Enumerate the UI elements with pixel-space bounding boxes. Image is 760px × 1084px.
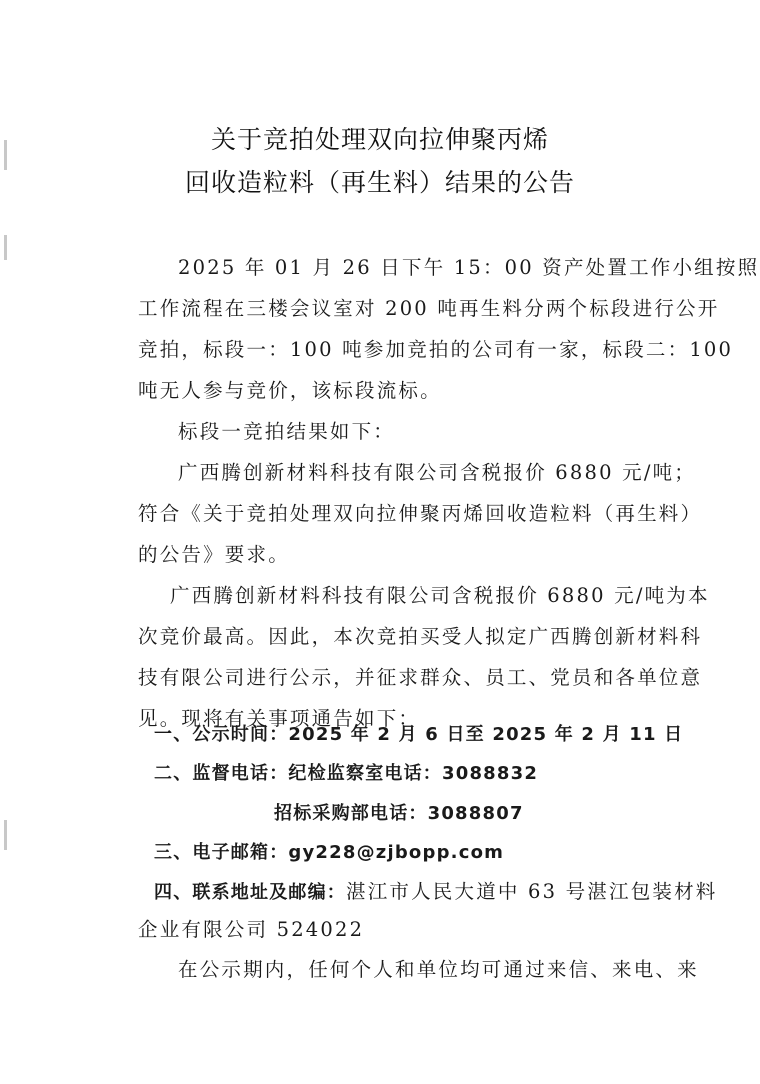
paragraph-4-line-3: 技有限公司进行公示，并征求群众、员工、党员和各单位意 [138,666,703,689]
paragraph-1-line-1: 2025 年 01 月 26 日下午 15：00 资产处置工作小组按照 [178,256,760,279]
paragraph-1-line-3: 竞拍，标段一：100 吨参加竞拍的公司有一家，标段二：100 [138,338,734,361]
title-line-2: 回收造粒料（再生料）结果的公告 [184,168,575,197]
paragraph-4-line-4: 见。现将有关事项通告如下： [138,707,421,730]
scan-artifact [4,235,7,260]
item-supervision-phone: 二、监督电话：纪检监察室电话：3088832 [154,763,539,784]
paragraph-2: 标段一竞拍结果如下： [178,420,396,443]
item-email: 三、电子邮箱：gy228@zjbopp.com [154,842,505,863]
item-address [154,880,718,905]
title-line-1: 关于竞拍处理双向拉伸聚丙烯 [210,125,549,154]
paragraph-1-line-2: 工作流程在三楼会议室对 200 吨再生料分两个标段进行公开 [138,297,720,320]
item-address-value: 湛江市人民大道中 63 号湛江包装材料 [346,880,718,903]
paragraph-3-line-3: 的公告》要求。 [138,543,290,566]
item-address-continued: 企业有限公司 524022 [138,918,365,941]
paragraph-3-line-2: 符合《关于竞拍处理双向拉伸聚丙烯回收造粒料（再生料） [138,502,703,525]
item-publicity-period: 一、公示时间：2025 年 2 月 6 日至 2025 年 2 月 11 日 [154,724,684,745]
paragraph-5: 在公示期内，任何个人和单位均可通过来信、来电、来 [178,958,699,981]
item-procurement-phone: 招标采购部电话：3088807 [274,803,524,824]
scan-artifact [4,820,7,850]
paragraph-3-line-1: 广西腾创新材料科技有限公司含税报价 6880 元/吨； [178,461,696,484]
paragraph-4-line-2: 次竞价最高。因此，本次竞拍买受人拟定广西腾创新材料科 [138,625,703,648]
paragraph-4-line-1: 广西腾创新材料科技有限公司含税报价 6880 元/吨为本 [170,584,710,607]
item-address-label: 四、联系地址及邮编： [154,882,346,903]
paragraph-1-line-4: 吨无人参与竞价，该标段流标。 [138,379,442,402]
